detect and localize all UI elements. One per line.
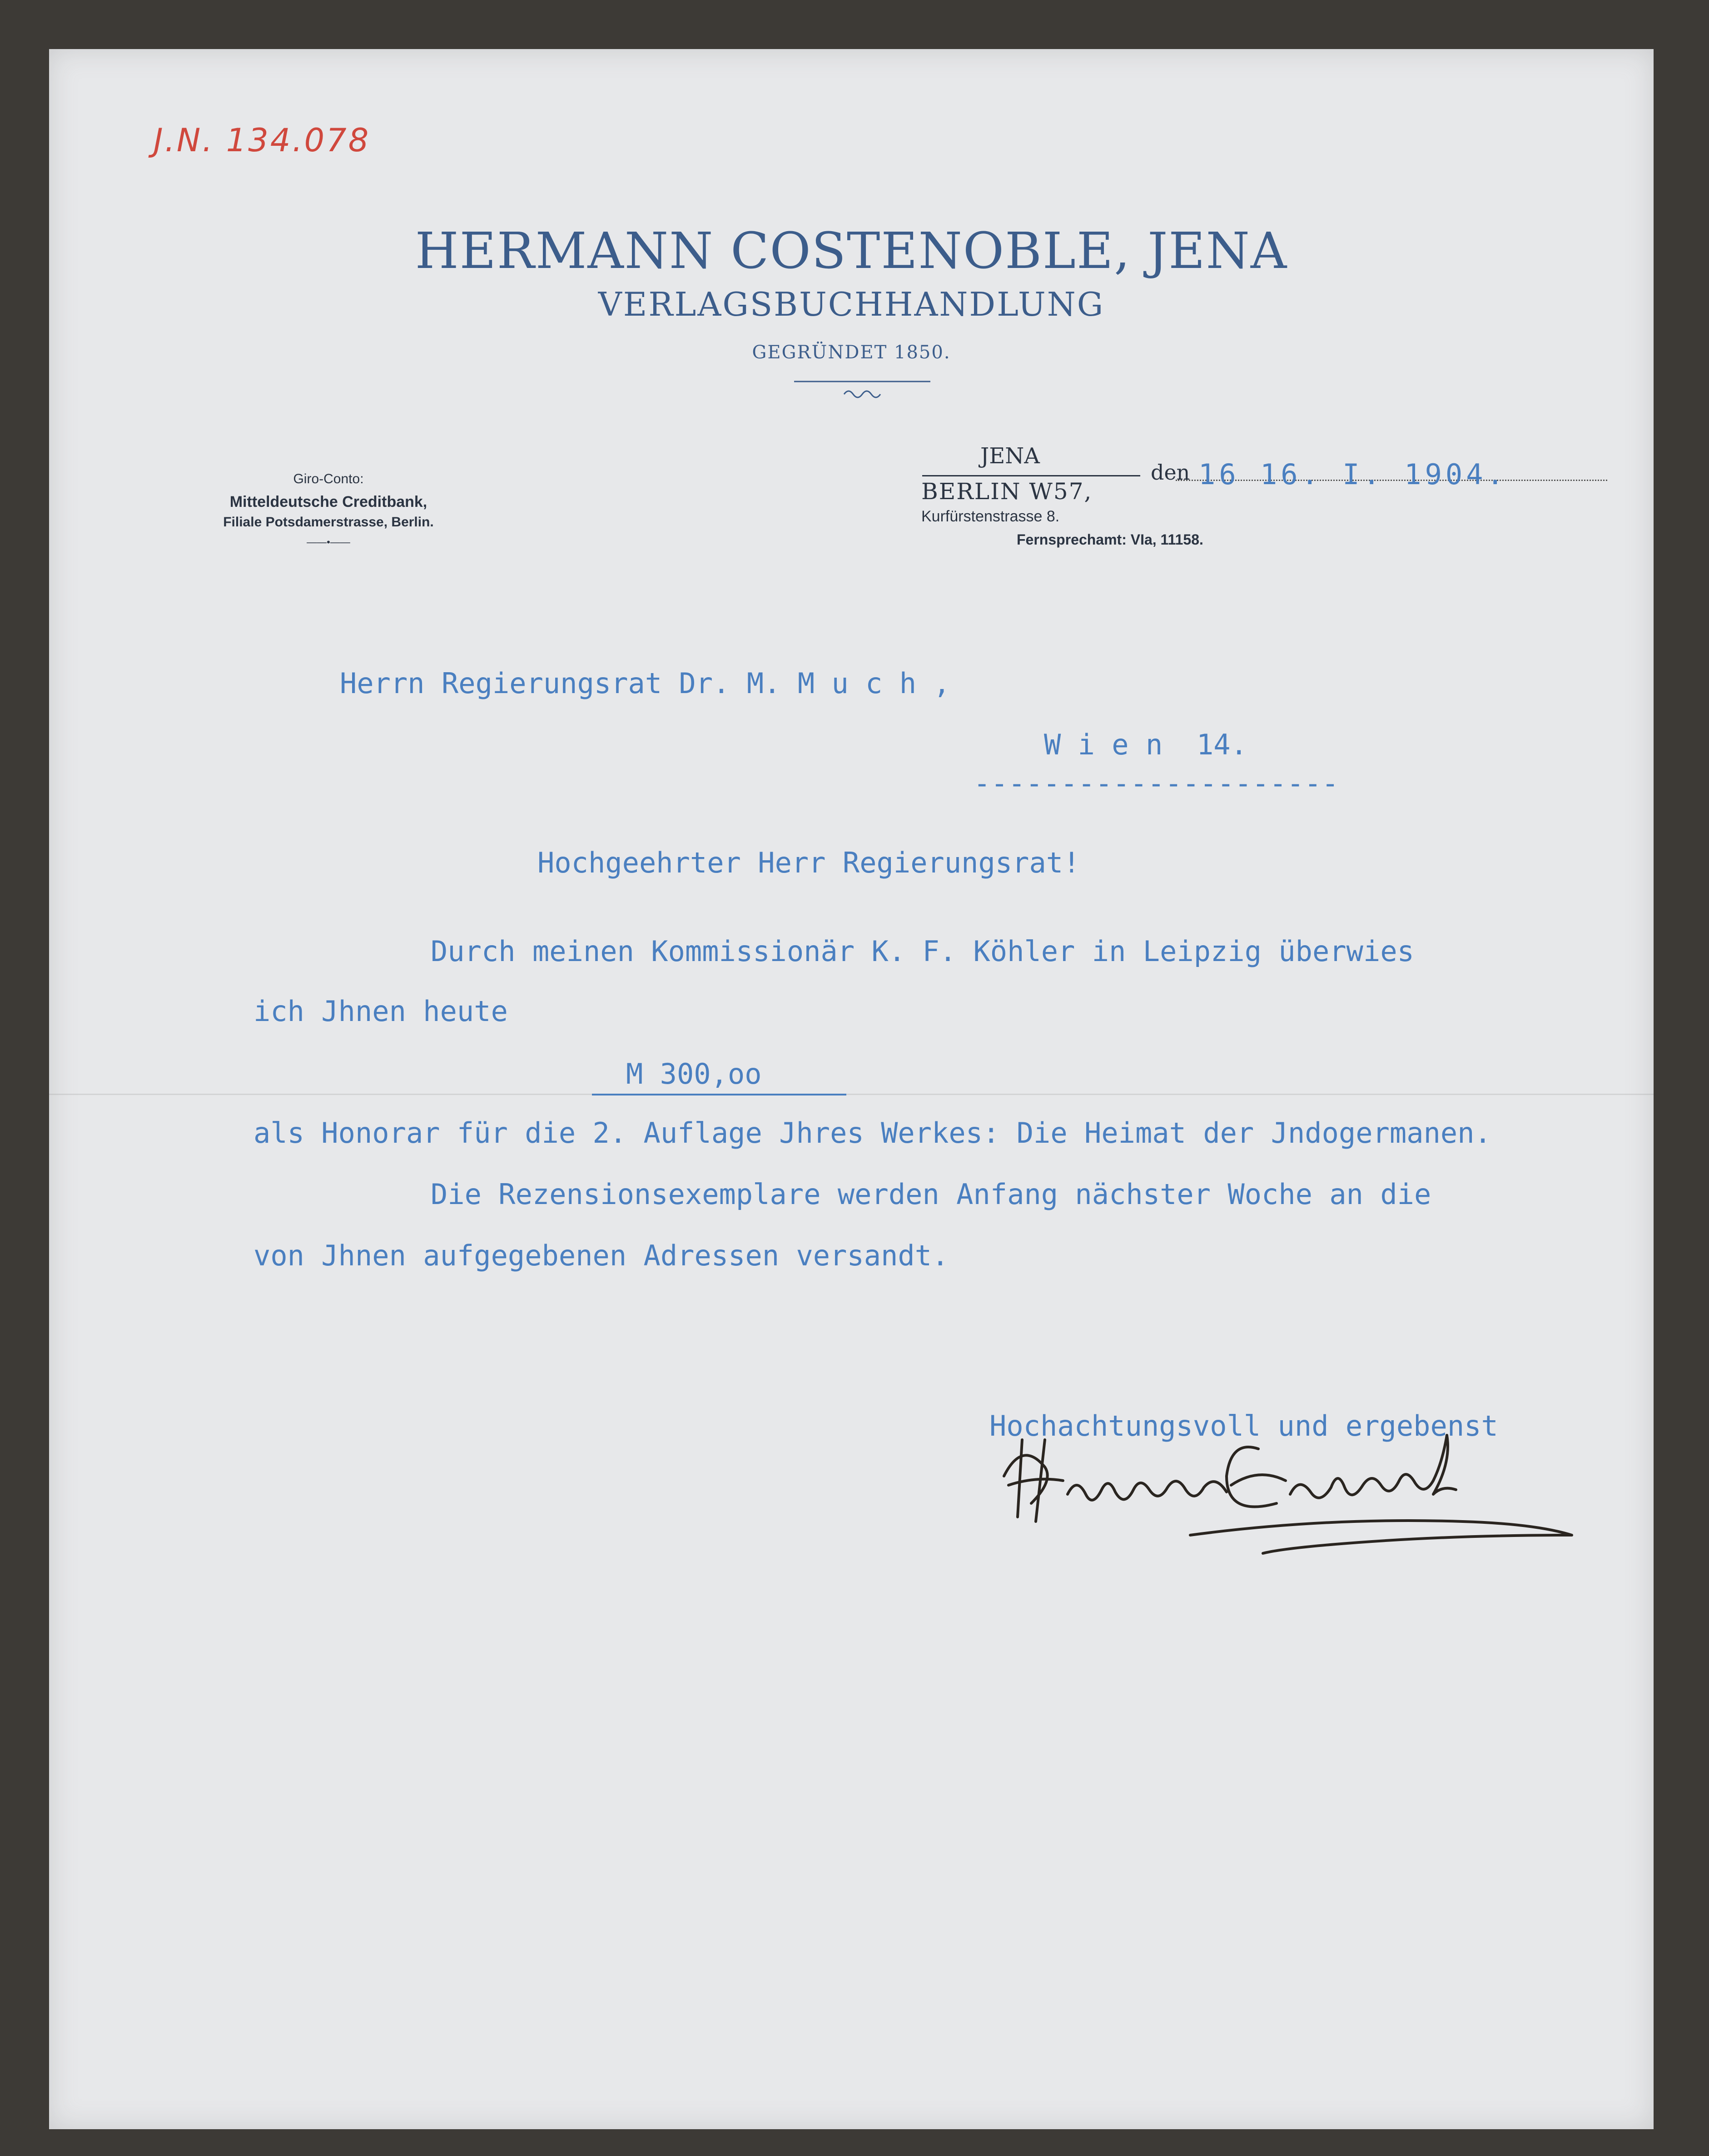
bank-info (181, 471, 476, 548)
city-underline: --------------------- (974, 767, 1339, 800)
address-jena: JENA (980, 443, 1040, 469)
closing: Hochachtungsvoll und ergebenst (989, 1409, 1498, 1442)
paragraph1-line3: als Honorar für die 2. Auflage Jhres Werkes: Die Heimat der Jndogermanen. (253, 1116, 1491, 1150)
address-strike-line (922, 475, 1140, 476)
recipient-line: Herrn Regierungsrat Dr. M. M u c h , (340, 667, 950, 700)
amount-underline (592, 1094, 846, 1095)
paragraph1-line1: Durch meinen Kommissionär K. F. Köhler in Leipzig überwies (431, 935, 1414, 968)
bank-name: Mitteldeutsche Creditbank, (229, 493, 427, 511)
letter-paper (49, 49, 1654, 2129)
fold-line (49, 1094, 1654, 1095)
archive-number: J.N. 134.078 (154, 122, 371, 159)
letterhead-founded: GEGRÜNDET 1850. (752, 342, 951, 363)
address-phone: Fernsprechamt: VIa, 11158. (1017, 531, 1203, 548)
salutation: Hochgeehrter Herr Regierungsrat! (537, 846, 1080, 879)
bank-ornament: ——•—— (307, 536, 350, 548)
ornament-divider (794, 376, 930, 403)
paragraph2-line2: von Jhnen aufgegebenen Adressen versandt. (253, 1239, 949, 1272)
letterhead-firm-name: HERMANN COSTENOBLE, JENA (415, 222, 1288, 280)
letterhead-subtitle: VERLAGSBUCHHANDLUNG (598, 285, 1105, 323)
paragraph1-line2: ich Jhnen heute (253, 995, 508, 1028)
address-berlin: BERLIN W57, (921, 478, 1093, 505)
address-street: Kurfürstenstrasse 8. (921, 508, 1060, 525)
recipient-city: W i e n 14. (1044, 728, 1247, 761)
paragraph2-line1: Die Rezensionsexemplare werden Anfang nächster Woche an die (431, 1178, 1431, 1211)
bank-branch: Filiale Potsdamerstrasse, Berlin. (223, 515, 434, 530)
date-prefix: den (1151, 460, 1190, 485)
bank-label: Giro-Conto: (293, 471, 364, 486)
signature (977, 1413, 1613, 1558)
amount: M 300,oo (626, 1057, 762, 1090)
letter-date: 16 16. I. 1904. (1198, 458, 1507, 491)
